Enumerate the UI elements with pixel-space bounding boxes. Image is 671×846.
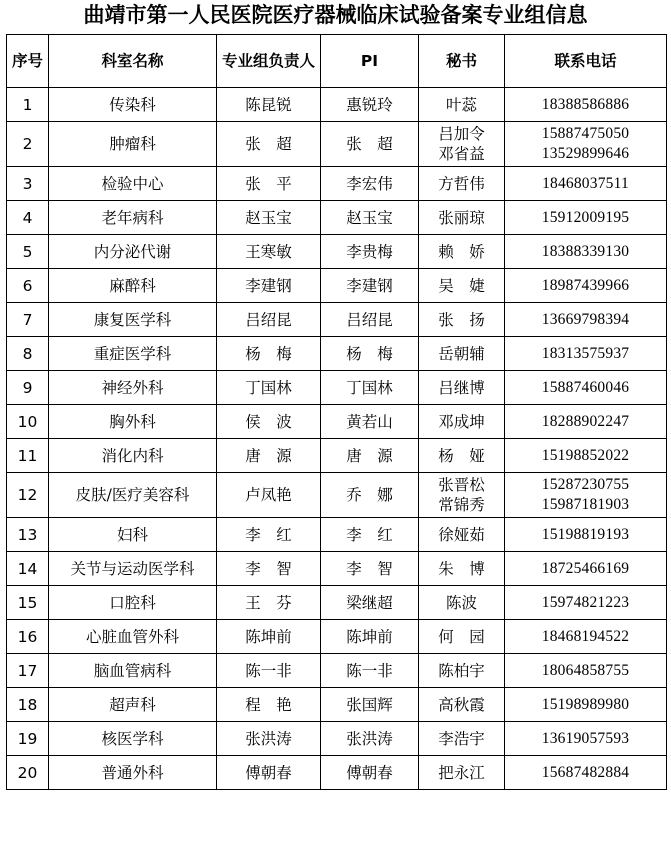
row-secretary bbox=[419, 722, 505, 756]
row-pi: 惠锐玲 bbox=[321, 88, 419, 122]
table-row bbox=[7, 518, 667, 552]
row-secretary bbox=[419, 586, 505, 620]
table-row bbox=[7, 756, 667, 790]
row-pi: 张洪涛 bbox=[321, 722, 419, 756]
row-pi: 李建钢 bbox=[321, 269, 419, 303]
row-department: 关节与运动医学科 bbox=[49, 552, 217, 586]
row-leader: 赵玉宝 bbox=[217, 201, 321, 235]
row-seq: 13 bbox=[7, 518, 49, 552]
page-title: 曲靖市第一人民医院医疗器械临床试验备案专业组信息 bbox=[83, 3, 588, 27]
header-leader: 专业组负责人 bbox=[217, 35, 321, 88]
row-phone bbox=[505, 167, 667, 201]
row-seq: 10 bbox=[7, 405, 49, 439]
row-department: 康复医学科 bbox=[49, 303, 217, 337]
header-secretary: 秘书 bbox=[419, 35, 505, 88]
row-secretary-line: 邓成坤 bbox=[438, 412, 485, 431]
row-secretary-line: 把永江 bbox=[438, 763, 485, 782]
row-department: 检验中心 bbox=[49, 167, 217, 201]
row-phone bbox=[505, 371, 667, 405]
row-phone-line: 13669798394 bbox=[541, 310, 630, 328]
row-pi: 丁国林 bbox=[321, 371, 419, 405]
row-department: 麻醉科 bbox=[49, 269, 217, 303]
header-phone: 联系电话 bbox=[505, 35, 667, 88]
row-leader: 张洪涛 bbox=[217, 722, 321, 756]
row-secretary bbox=[419, 269, 505, 303]
row-seq: 5 bbox=[7, 235, 49, 269]
row-seq: 7 bbox=[7, 303, 49, 337]
row-phone-line: 18064858755 bbox=[541, 661, 630, 679]
row-leader: 傅朝春 bbox=[217, 756, 321, 790]
row-seq: 14 bbox=[7, 552, 49, 586]
table-row bbox=[7, 371, 667, 405]
row-pi: 李宏伟 bbox=[321, 167, 419, 201]
row-pi: 乔 娜 bbox=[321, 473, 419, 518]
table-row bbox=[7, 688, 667, 722]
row-secretary-line: 杨 娅 bbox=[438, 446, 485, 465]
row-leader: 李 智 bbox=[217, 552, 321, 586]
table-row bbox=[7, 167, 667, 201]
table-row bbox=[7, 269, 667, 303]
row-leader: 张 平 bbox=[217, 167, 321, 201]
row-leader: 陈坤前 bbox=[217, 620, 321, 654]
row-pi: 张国辉 bbox=[321, 688, 419, 722]
table-row bbox=[7, 722, 667, 756]
row-phone bbox=[505, 688, 667, 722]
row-phone-line: 15887460046 bbox=[541, 378, 630, 396]
table-row bbox=[7, 473, 667, 518]
table-header-row bbox=[7, 35, 667, 88]
row-leader: 程 艳 bbox=[217, 688, 321, 722]
table-body bbox=[7, 88, 667, 790]
row-department: 胸外科 bbox=[49, 405, 217, 439]
row-secretary bbox=[419, 235, 505, 269]
row-leader: 卢凤艳 bbox=[217, 473, 321, 518]
row-phone bbox=[505, 88, 667, 122]
row-department: 皮肤/医疗美容科 bbox=[49, 473, 217, 518]
row-pi: 李贵梅 bbox=[321, 235, 419, 269]
row-seq: 15 bbox=[7, 586, 49, 620]
row-phone bbox=[505, 201, 667, 235]
row-phone bbox=[505, 235, 667, 269]
header-seq: 序号 bbox=[7, 35, 49, 88]
row-pi: 唐 源 bbox=[321, 439, 419, 473]
row-phone bbox=[505, 405, 667, 439]
row-department: 传染科 bbox=[49, 88, 217, 122]
row-department: 核医学科 bbox=[49, 722, 217, 756]
row-secretary bbox=[419, 337, 505, 371]
row-department: 内分泌代谢 bbox=[49, 235, 217, 269]
header-department: 科室名称 bbox=[49, 35, 217, 88]
row-department: 普通外科 bbox=[49, 756, 217, 790]
row-leader: 王 芬 bbox=[217, 586, 321, 620]
row-secretary bbox=[419, 439, 505, 473]
row-seq: 18 bbox=[7, 688, 49, 722]
table-row bbox=[7, 88, 667, 122]
row-leader: 唐 源 bbox=[217, 439, 321, 473]
row-seq: 12 bbox=[7, 473, 49, 518]
row-secretary-line: 邓省益 bbox=[438, 145, 485, 163]
table-row bbox=[7, 552, 667, 586]
row-secretary bbox=[419, 552, 505, 586]
row-secretary-line: 陈柏宇 bbox=[438, 661, 485, 680]
row-phone-line: 18468194522 bbox=[541, 627, 630, 645]
row-phone bbox=[505, 620, 667, 654]
row-secretary bbox=[419, 88, 505, 122]
row-department: 口腔科 bbox=[49, 586, 217, 620]
row-phone-line: 13619057593 bbox=[541, 729, 630, 747]
table-row bbox=[7, 303, 667, 337]
row-phone-line: 15912009195 bbox=[541, 208, 630, 226]
table-row bbox=[7, 439, 667, 473]
row-pi: 吕绍昆 bbox=[321, 303, 419, 337]
row-secretary-line: 常锦秀 bbox=[438, 496, 485, 514]
table-row bbox=[7, 235, 667, 269]
row-secretary-line: 何 园 bbox=[438, 627, 485, 646]
row-pi: 赵玉宝 bbox=[321, 201, 419, 235]
row-secretary-line: 陈波 bbox=[445, 593, 477, 612]
row-phone bbox=[505, 552, 667, 586]
row-leader: 李 红 bbox=[217, 518, 321, 552]
row-department: 重症医学科 bbox=[49, 337, 217, 371]
row-secretary-line: 吕加令 bbox=[438, 125, 485, 143]
row-secretary-line: 赖 娇 bbox=[438, 242, 485, 261]
table-row bbox=[7, 122, 667, 167]
row-phone bbox=[505, 269, 667, 303]
row-phone bbox=[505, 518, 667, 552]
row-secretary-line: 张晋松 bbox=[438, 476, 485, 494]
row-secretary bbox=[419, 303, 505, 337]
row-secretary bbox=[419, 688, 505, 722]
row-secretary-line: 张丽琼 bbox=[438, 208, 485, 227]
row-pi: 梁继超 bbox=[321, 586, 419, 620]
row-phone bbox=[505, 439, 667, 473]
row-phone-line: 18313575937 bbox=[541, 344, 630, 362]
row-phone-line: 18388586886 bbox=[541, 95, 630, 113]
roster-table bbox=[6, 34, 667, 790]
row-seq: 19 bbox=[7, 722, 49, 756]
row-seq: 17 bbox=[7, 654, 49, 688]
row-phone bbox=[505, 654, 667, 688]
row-seq: 6 bbox=[7, 269, 49, 303]
row-pi: 黄若山 bbox=[321, 405, 419, 439]
row-seq: 3 bbox=[7, 167, 49, 201]
table-row bbox=[7, 201, 667, 235]
row-phone-line: 15198989980 bbox=[541, 695, 630, 713]
row-pi: 陈一非 bbox=[321, 654, 419, 688]
row-phone bbox=[505, 303, 667, 337]
row-seq: 2 bbox=[7, 122, 49, 167]
row-phone-line: 15198819193 bbox=[541, 525, 630, 543]
row-secretary bbox=[419, 371, 505, 405]
row-seq: 4 bbox=[7, 201, 49, 235]
table-row bbox=[7, 586, 667, 620]
table-row bbox=[7, 654, 667, 688]
row-pi: 陈坤前 bbox=[321, 620, 419, 654]
row-seq: 20 bbox=[7, 756, 49, 790]
row-leader: 陈一非 bbox=[217, 654, 321, 688]
row-secretary-line: 吕继博 bbox=[438, 378, 485, 397]
row-secretary bbox=[419, 405, 505, 439]
row-secretary bbox=[419, 756, 505, 790]
row-department: 超声科 bbox=[49, 688, 217, 722]
row-secretary-line: 徐娅茹 bbox=[438, 525, 485, 544]
row-department: 消化内科 bbox=[49, 439, 217, 473]
row-secretary-line: 张 扬 bbox=[438, 310, 485, 329]
row-phone-line: 18468037511 bbox=[542, 174, 629, 192]
row-pi: 李 智 bbox=[321, 552, 419, 586]
row-phone bbox=[505, 122, 667, 167]
row-phone bbox=[505, 586, 667, 620]
row-seq: 9 bbox=[7, 371, 49, 405]
row-department: 妇科 bbox=[49, 518, 217, 552]
row-phone-line: 15287230755 bbox=[541, 476, 630, 493]
row-leader: 杨 梅 bbox=[217, 337, 321, 371]
row-department: 心脏血管外科 bbox=[49, 620, 217, 654]
row-phone bbox=[505, 756, 667, 790]
row-secretary-line: 李浩宇 bbox=[438, 729, 485, 748]
row-phone-line: 18987439966 bbox=[541, 276, 630, 294]
row-pi: 杨 梅 bbox=[321, 337, 419, 371]
row-seq: 16 bbox=[7, 620, 49, 654]
row-secretary bbox=[419, 201, 505, 235]
row-phone bbox=[505, 337, 667, 371]
row-leader: 王寒敏 bbox=[217, 235, 321, 269]
row-phone bbox=[505, 722, 667, 756]
row-leader: 张 超 bbox=[217, 122, 321, 167]
row-secretary bbox=[419, 620, 505, 654]
row-department: 神经外科 bbox=[49, 371, 217, 405]
row-leader: 侯 波 bbox=[217, 405, 321, 439]
row-secretary bbox=[419, 518, 505, 552]
row-secretary-line: 方哲伟 bbox=[438, 174, 485, 193]
row-seq: 1 bbox=[7, 88, 49, 122]
row-leader: 吕绍昆 bbox=[217, 303, 321, 337]
row-department: 老年病科 bbox=[49, 201, 217, 235]
row-secretary bbox=[419, 473, 505, 518]
row-phone-line: 18725466169 bbox=[541, 559, 630, 577]
row-leader: 李建钢 bbox=[217, 269, 321, 303]
row-pi: 张 超 bbox=[321, 122, 419, 167]
row-pi: 李 红 bbox=[321, 518, 419, 552]
row-phone-line: 15198852022 bbox=[541, 446, 630, 464]
row-phone-line: 15987181903 bbox=[541, 496, 630, 513]
row-leader: 丁国林 bbox=[217, 371, 321, 405]
table-row bbox=[7, 405, 667, 439]
header-pi: PI bbox=[321, 35, 419, 88]
row-seq: 11 bbox=[7, 439, 49, 473]
row-phone-line: 13529899646 bbox=[541, 145, 630, 162]
table-row bbox=[7, 620, 667, 654]
row-pi: 傅朝春 bbox=[321, 756, 419, 790]
row-phone-line: 15974821223 bbox=[541, 593, 630, 611]
table-row bbox=[7, 337, 667, 371]
row-seq: 8 bbox=[7, 337, 49, 371]
row-secretary-line: 吴 婕 bbox=[438, 276, 485, 295]
row-department: 肿瘤科 bbox=[49, 122, 217, 167]
row-secretary-line: 朱 博 bbox=[438, 559, 485, 578]
row-secretary-line: 高秋霞 bbox=[438, 695, 485, 714]
row-secretary-line: 岳朝辅 bbox=[438, 344, 485, 363]
row-secretary bbox=[419, 654, 505, 688]
row-department: 脑血管病科 bbox=[49, 654, 217, 688]
row-leader: 陈昆锐 bbox=[217, 88, 321, 122]
row-secretary-line: 叶蕊 bbox=[445, 95, 477, 114]
row-phone-line: 18288902247 bbox=[541, 412, 630, 430]
row-phone-line: 15687482884 bbox=[541, 763, 630, 781]
row-secretary bbox=[419, 122, 505, 167]
row-secretary bbox=[419, 167, 505, 201]
row-phone bbox=[505, 473, 667, 518]
row-phone-line: 18388339130 bbox=[541, 242, 630, 260]
row-phone-line: 15887475050 bbox=[541, 125, 630, 142]
